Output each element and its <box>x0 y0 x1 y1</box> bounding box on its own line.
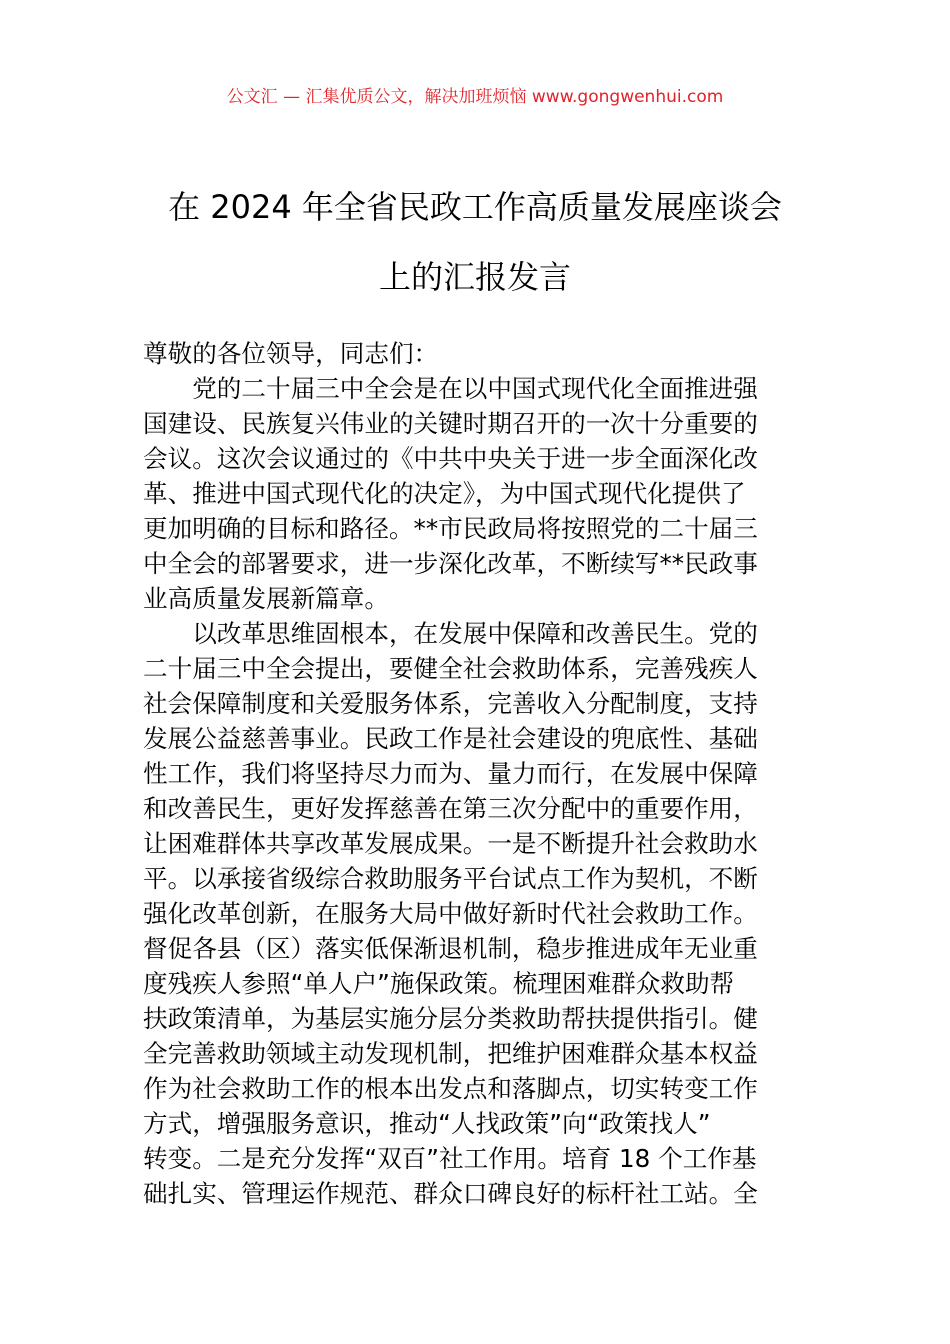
document-title <box>120 172 830 312</box>
text-line: 国建设、民族复兴伟业的关键时期召开的一次十分重要的 <box>143 409 758 438</box>
text-line: 革、推进中国式现代化的决定》，为中国式现代化提供了 <box>143 479 746 508</box>
text-line: 方式，增强服务意识，推动“人找政策”向“政策找人” <box>143 1109 711 1138</box>
text-line: 社会保障制度和关爱服务体系，完善收入分配制度，支持 <box>143 689 758 718</box>
text-line: 业高质量发展新篇章。 <box>143 584 389 613</box>
text-line: 督促各县（区）落实低保渐退机制，稳步推进成年无业重 <box>143 934 758 963</box>
salutation: 尊敬的各位领导，同志们： <box>143 339 439 368</box>
text-line: 础扎实、管理运作规范、群众口碑良好的标杆社工站。全 <box>143 1179 758 1208</box>
text-line: 会议。这次会议通过的《中共中央关于进一步全面深化改 <box>143 444 758 473</box>
document-body <box>143 336 811 1211</box>
text-line: 平。以承接省级综合救助服务平台试点工作为契机，不断 <box>143 864 758 893</box>
text-line: 更加明确的目标和路径。**市民政局将按照党的二十届三 <box>143 514 758 543</box>
header-banner: 公文汇 — 汇集优质公文，解决加班烦恼 www.gongwenhui.com <box>226 87 724 107</box>
text-line: 发展公益慈善事业。民政工作是社会建设的兜底性、基础 <box>143 724 758 753</box>
text-line: 二十届三中全会提出，要健全社会救助体系，完善残疾人 <box>143 654 758 683</box>
paragraph-reform <box>143 616 811 1211</box>
text-line: 扶政策清单，为基层实施分层分类救助帮扶提供指引。健 <box>143 1004 758 1033</box>
text-line: 作为社会救助工作的根本出发点和落脚点，切实转变工作 <box>143 1074 758 1103</box>
text-line: 全完善救助领域主动发现机制，把维护困难群众基本权益 <box>143 1039 758 1068</box>
paragraph-intro <box>143 371 811 616</box>
text-line: 度残疾人参照“单人户”施保政策。梳理困难群众救助帮 <box>143 969 735 998</box>
text-line: 强化改革创新，在服务大局中做好新时代社会救助工作。 <box>143 899 758 928</box>
text-line: 中全会的部署要求，进一步深化改革，不断续写**民政事 <box>143 549 758 578</box>
title-line: 上的汇报发言 <box>378 258 571 296</box>
title-line: 在 2024 年全省民政工作高质量发展座谈会 <box>168 188 782 226</box>
text-line: 以改革思维固根本，在发展中保障和改善民生。党的 <box>143 619 758 648</box>
text-line: 和改善民生，更好发挥慈善在第三次分配中的重要作用， <box>143 794 758 823</box>
text-line: 转变。二是充分发挥“双百”社工作用。培育 18 个工作基 <box>143 1144 757 1173</box>
text-line: 性工作，我们将坚持尽力而为、量力而行，在发展中保障 <box>143 759 758 788</box>
text-line: 让困难群体共享改革发展成果。一是不断提升社会救助水 <box>143 829 758 858</box>
text-line: 党的二十届三中全会是在以中国式现代化全面推进强 <box>143 374 758 403</box>
